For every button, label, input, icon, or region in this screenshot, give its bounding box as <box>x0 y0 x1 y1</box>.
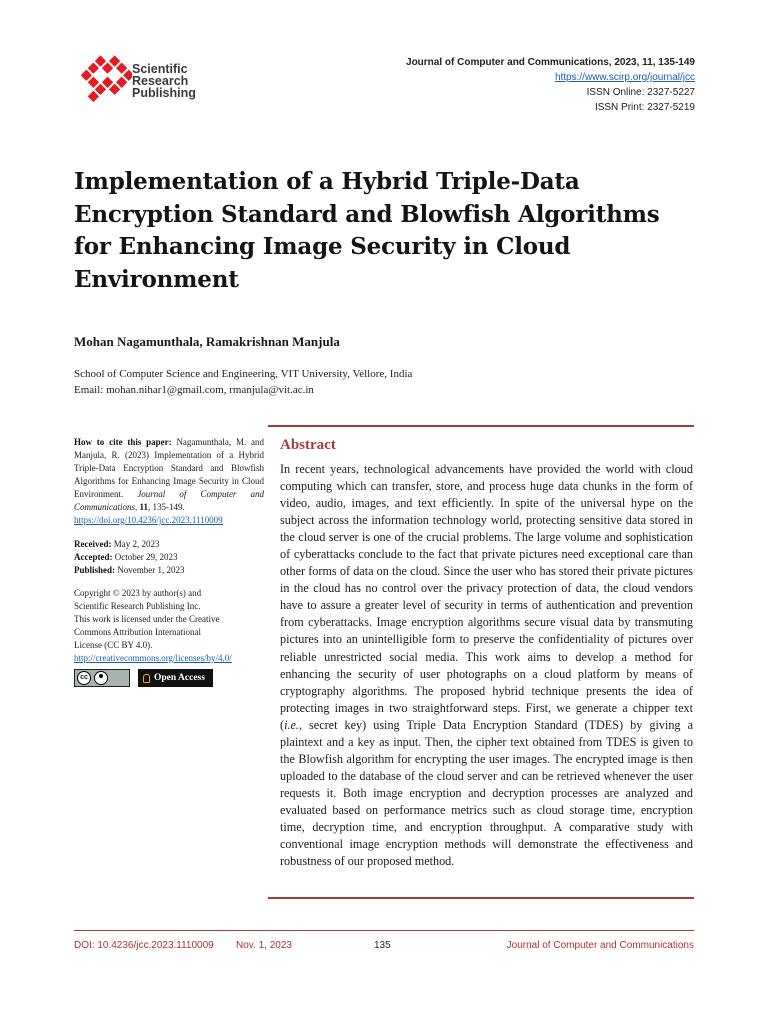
citation-volume: 11 <box>139 502 149 512</box>
abstract-text-italic: i.e. <box>284 717 299 732</box>
abstract-top-rule <box>268 425 694 427</box>
page-number: 135 <box>374 940 391 951</box>
article-title: Implementation of a Hybrid Triple-Data Encryption Standard and Blowfish Algorithms for Enhancing Image Security in Cloud Environment <box>74 168 660 293</box>
abstract-text <box>280 461 693 870</box>
journal-header <box>406 55 695 115</box>
journal-citation-line: Journal of Computer and Communications, 2023, 11, 135-149 <box>406 57 695 68</box>
accepted-date: October 29, 2023 <box>114 552 178 562</box>
dates-block <box>74 538 264 577</box>
license-badges <box>74 669 264 687</box>
citation-block: How to cite this paper: Nagamunthala, M. and Manjula, R. (2023) Implementation of a Hybrid Triple-Data Encryption Standard and Blowfish Algorithms for Enhancing Image Security in Cloud Environment. Journal of Computer and Communications, 11, 135-149. https://doi.org/10.4236/jcc.2023.1110009 <box>74 437 264 525</box>
published-date: November 1, 2023 <box>117 565 185 575</box>
footer-doi: DOI: 10.4236/jcc.2023.1110009 <box>74 940 214 951</box>
abstract-text-part: , secret key) using Triple Data Encryption Standard (TDES) by giving a plaintext and a key as input. Then, the cipher text obtained from TDES is given to the Blowfish algorithm for encrypting the user images. The encrypted image is then uploaded to the database of the cloud server and can be retrieved whenever the user requests it. Both image encryption and decryption processes are analyzed and evaluated based on performance metrics such as cloud storage time, encryption time, decryption time, and encryption throughput. A comparative study with conventional image encryption methods will demonstrate the effectiveness and robustness of our proposed method. <box>280 717 693 869</box>
footer-journal: Journal of Computer and Communications <box>506 940 694 951</box>
license-line: This work is licensed under the Creative <box>74 614 220 624</box>
citation-pages: , 135-149. <box>148 502 185 512</box>
issn-print: ISSN Print: 2327-5219 <box>594 102 695 113</box>
publisher-name-line: Publishing <box>132 86 196 100</box>
license-line: Copyright © 2023 by author(s) and <box>74 588 202 598</box>
published-label: Published: <box>74 565 116 575</box>
abstract-bottom-rule <box>268 897 694 899</box>
publisher-name-line: Scientific <box>132 62 188 76</box>
abstract-heading: Abstract <box>280 437 336 453</box>
publisher-name-line: Research <box>132 74 189 88</box>
citation-journal: Journal of Computer and Communications <box>74 489 264 512</box>
citation-label: How to cite this paper: <box>74 437 172 447</box>
open-lock-icon <box>143 674 150 683</box>
license-block <box>74 587 264 687</box>
received-date: May 2, 2023 <box>113 539 160 549</box>
citation-text: Nagamunthala, M. and Manjula, R. (2023) Implementation of a Hybrid Triple-Data Encryption Standard and Blowfish Algorithms for Enhancing Image Security in Cloud Environment. <box>74 437 264 499</box>
issn-online: ISSN Online: 2327-5227 <box>586 87 695 98</box>
person-icon <box>94 671 108 685</box>
footer-rule <box>74 930 694 931</box>
license-line: Commons Attribution International <box>74 627 201 637</box>
publisher-logo-icon <box>76 52 132 114</box>
publisher-logo <box>76 52 216 114</box>
author-email: Email: mohan.nihar1@gmail.com, rmanjula@vit.ac.in <box>74 384 314 396</box>
cc-icon: cc <box>77 671 91 685</box>
footer-date: Nov. 1, 2023 <box>236 940 292 951</box>
author-affiliation-block <box>74 366 412 398</box>
license-line: Scientific Research Publishing Inc. <box>74 601 201 611</box>
citation-doi-link[interactable]: https://doi.org/10.4236/jcc.2023.1110009 <box>74 515 223 525</box>
cc-by-badge[interactable] <box>74 669 130 687</box>
publisher-name <box>132 63 196 99</box>
open-access-badge[interactable] <box>138 669 213 687</box>
article-authors: Mohan Nagamunthala, Ramakrishnan Manjula <box>74 334 340 349</box>
open-access-label: Open Access <box>154 673 205 683</box>
journal-url-link[interactable]: https://www.scirp.org/journal/jcc <box>554 72 695 83</box>
received-label: Received: <box>74 539 112 549</box>
affiliation: School of Computer Science and Engineering, VIT University, Vellore, India <box>74 368 413 380</box>
license-link[interactable]: http://creativecommons.org/licenses/by/4.0/ <box>74 653 232 663</box>
sidebar-column <box>74 436 264 687</box>
license-line: License (CC BY 4.0). <box>74 640 153 650</box>
abstract-text-part: In recent years, technological advancements have provided the world with cloud computing which can transfer, store, and process huge data chunks in the form of video, audio, images, and text efficiently. In spite of the universal hype on the subject across the information technology world, protecting sensitive data stored in the cloud server is one of the crucial problems. The large volume and sophistication of cyberattacks conclude to the fact that private pictures need exceptional care than other forms of data on the cloud. Since the user who has stored their private pictures in the cloud has no control over the privacy protection of data, the cloud vendors have to assure a greater level of security in terms of authentication and prevention from cyberattacks. Image encryption algorithms secure visual data by transmuting pictures into an unintelligible form to preserve the confidentiality of pictures over reliable unrestricted social media. This work aims to develop a method for enhancing the security of user photographs on a cloud platform by means of cryptography algorithms. The proposed hybrid technique presents the idea of protecting images in two straightforward steps. First, we generate a chipper text ( <box>280 462 693 732</box>
accepted-label: Accepted: <box>74 552 113 562</box>
